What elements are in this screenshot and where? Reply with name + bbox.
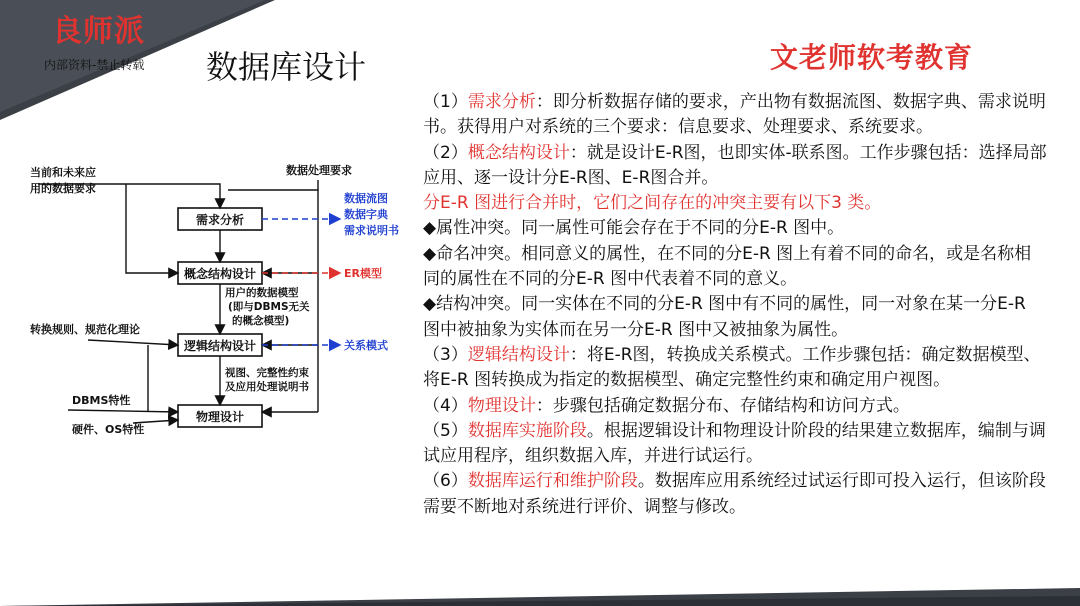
para-maintenance: （6）数据库运行和维护阶段。数据库应用系统经过试运行即可投入运行，但该阶段需要不断地对系统进行评价、调整与修改。 (423, 471, 1046, 517)
logical-output: 及应用处理说明书 (225, 381, 309, 393)
para-implementation: （5）数据库实施阶段。根据逻辑设计和物理设计阶段的结果建立数据库，编制与调试应用程序，组织数据入库，并进行试运行。 (423, 420, 1046, 467)
para-requirements: （1）需求分析：即分析数据存储的要求，产出物有数据流图、数据字典、需求说明书。获得用户对系统的三个要求：信息要求、处理要求、系统要求。 (423, 92, 1046, 138)
box-label-logical: 逻辑结构设计 (183, 339, 257, 353)
box-label-requirements: 需求分析 (195, 213, 245, 227)
input-label: 当前和未来应 (30, 166, 96, 179)
box-label-physical: 物理设计 (195, 410, 245, 424)
brand-logo-text: 良师派 (52, 14, 145, 49)
para-physical: （4）物理设计：步骤包括确定数据分布、存储结构和访问方式。 (423, 395, 910, 416)
input-label: 数据处理要求 (286, 164, 352, 177)
bullet-structure-conflict: ◆结构冲突。同一实体在不同的分E-R 图中有不同的属性，同一对象在某一分E-R 图中被抽象为实体而在另一分E-R 图中又被抽象为属性。 (423, 294, 1026, 340)
logical-output: 视图、完整性约束 (225, 367, 309, 379)
output-label: 数据流图 (344, 192, 388, 205)
edu-brand: 文老师软考教育 (770, 41, 974, 74)
bullet-attribute-conflict: ◆属性冲突。同一属性可能会存在于不同的分E-R 图中。 (423, 218, 845, 239)
input-label: DBMS特性 (72, 394, 131, 407)
conflict-intro: 分E-R 图进行合并时，它们之间存在的冲突主要有以下3 类。 (423, 193, 882, 214)
conceptual-output: 用户的数据模型 (225, 287, 299, 299)
bullet-naming-conflict: ◆命名冲突。相同意义的属性，在不同的分E-R 图上有着不同的命名，或是名称相同的属性在不同的分E-R 图中代表着不同的意义。 (423, 243, 1032, 290)
input-label: 硬件、OS特性 (72, 423, 145, 436)
input-label: 用的数据要求 (30, 182, 96, 195)
para-conceptual: （2）概念结构设计：就是设计E-R图，也即实体-联系图。工作步骤包括：选择局部应用、逐一设计分E-R图、E-R图合并。 (423, 142, 1047, 188)
output-label: 关系模式 (344, 339, 388, 352)
bottom-band (0, 578, 1080, 606)
design-flow-diagram (28, 150, 418, 450)
content-text (423, 90, 1048, 520)
input-label: 转换规则、规范化理论 (30, 323, 140, 336)
output-label: 需求说明书 (344, 224, 399, 237)
box-label-conceptual: 概念结构设计 (183, 267, 257, 281)
output-label: 数据字典 (344, 208, 388, 221)
brand-note: 内部资料-禁止转载 (44, 58, 145, 72)
conceptual-output: 的概念模型) (232, 315, 290, 327)
page-title: 数据库设计 (206, 48, 367, 86)
conceptual-output: (即与DBMS无关 (228, 301, 310, 313)
output-label-er: ER模型 (344, 267, 382, 280)
para-logical: （3）逻辑结构设计：将E-R图，转换成关系模式。工作步骤包括：确定数据模型、将E-R 图转换成为指定的数据模型、确定完整性约束和确定用户视图。 (423, 344, 1041, 391)
